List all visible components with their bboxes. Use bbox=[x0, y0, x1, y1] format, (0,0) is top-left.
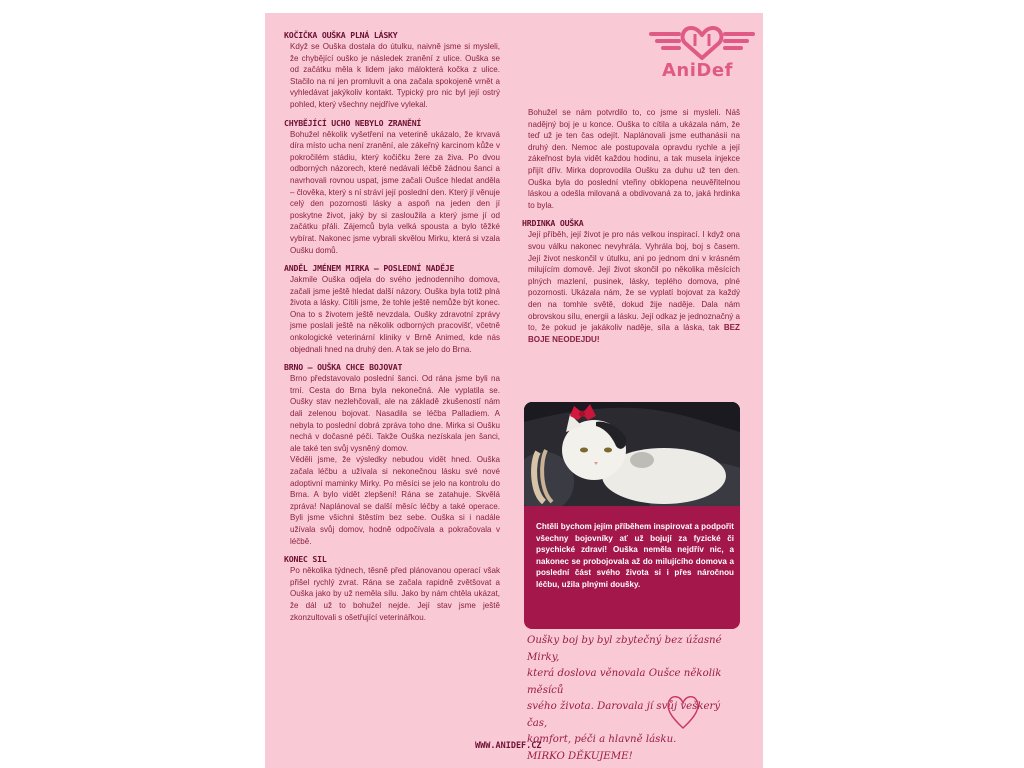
quote-box: Chtěli bychom jejím příběhem inspirovat a podpořit všechny bojovníky ať už bojují za fyzické či psychické zdraví! Ouška neměla nejdřív nic, a nakonec se probojovala až do milujícího domova a poslední část svého života si i přes náročnou léčbu, užila plnými doušky. bbox=[524, 506, 740, 629]
thanks-line: Oušky boj by byl zbytečný bez úžasné Mirky, bbox=[527, 635, 722, 663]
section-heading: CHYBĚJÍCÍ UCHO NEBYLO ZRANĚNÍ bbox=[284, 117, 422, 128]
section-text: Věděli jsme, že výsledky nebudou vidět hned. Ouška začala léčbu a užívala si nekonečnou lásku své nové adoptivní maminky Mirky. Po měsíci se jelo na kontrolu do Brna. A bylo vidět zlepšení! Rána se zatahuje. Skvělá zpráva! Naplánoval se další měsíc léčby a také operace. Byli jsme všichni štěstím bez sebe. Ouška si i nadále užívala svůj domov, hodně odpočívala a pokračovala v léčbě. bbox=[290, 455, 500, 546]
section-heading: HRDINKA OUŠKA bbox=[522, 218, 584, 229]
right-column bbox=[522, 107, 740, 345]
section-text: Po několika týdnech, těsně před plánovanou operací však přišel rychlý zvrat. Rána se začala rapidně zvětšovat a Ouška jako by už neměla sílu. Jako by nám chtěla ukázat, že dál už to bohužel nejde. Její stav jsme ještě zkonzultovali s ošetřující veterinářkou. bbox=[290, 566, 500, 622]
article-page bbox=[265, 13, 763, 768]
section-text: Bohužel se nám potvrdilo to, co jsme si mysleli. Náš nadějný boj je u konce. Ouška to cítila a ukázala nám, že teď už je ten čas odejít. Naplánovali jsme euthanásii na druhý den. Nemoc ale postupovala opravdu rychle a její zákeřnost byla vidět každou hodinu, a tak musela injekce přijít dřív. Mirka doprovodila Oušku za duhu už ten den. Ouška byla do poslední vteřiny obklopena neuvěřitelnou láskou a odešla milovaná a obdivovaná za to, jaká hrdinka to byla. bbox=[528, 108, 740, 210]
section-heading: BRNO – OUŠKA CHCE BOJOVAT bbox=[284, 362, 403, 373]
thanks-line: která doslova věnovala Oušce několik měsíců bbox=[527, 668, 722, 696]
section-text: Když se Ouška dostala do útulku, naivně jsme si mysleli, že chybějící ouško je následek zranění z ulice. Ouška se od začátku měla k lidem jako málokterá kočka z ulice. Stačilo na ni jen promluvit a ona začala spokojeně vrnět a vyhledávat jakýkoliv kontakt. Typický pro nic byl její ostrý pohled, který všechny nejdříve vylekal. bbox=[290, 42, 500, 109]
heart-doodle-icon bbox=[664, 692, 702, 732]
thanks-line: MIRKO DĚKUJEME! bbox=[527, 750, 633, 762]
left-column bbox=[284, 30, 500, 623]
section-text: Jakmile Ouška odjela do svého jednodenního domova, začali jsme ještě hledat další názory. Ouška byla totiž plná života a lásky. Cítili jsme, že tohle ještě nemůže být konec. Ona to s životem ještě nevzdala. Oušky zdravotní zprávy jsme poslali ještě na několik odborných pracovišť, včetně onkologické veterinární kliniky v Brně Animed, kde nás objednali hned na druhý den. A tak se jelo do Brna. bbox=[290, 275, 500, 354]
cat-photo bbox=[524, 402, 740, 506]
section-text: Bohužel několik vyšetření na veterině ukázalo, že krvavá díra místo ucha není zranění, ale zákeřný karcinom kůže v pokročilém stádiu, který kočičku žere za živa. Po dvou odborných názorech, které nedávali léčbě žádnou šanci a navrhovali rovnou uspat, jsme začali Oušce hledat anděla – člověka, který s ní stráví její poslední den. Který jí věnuje celý den pozornosti lásky a aspoň na jeden den jí poskytne život, jaký by si zasloužila a který jsme jí od začátku přáli. Zájemců byla velká spousta a bylo těžké vybírat. Nakonec jsme vybrali skvělou Mirku, která si vzala Oušku domů. bbox=[290, 129, 500, 255]
section-heading: KONEC SIL bbox=[284, 554, 327, 565]
brand-name: AniDef bbox=[662, 60, 733, 81]
bold-slogan: BEZ BOJE NEODEJDU! bbox=[528, 323, 740, 344]
section-text: Její příběh, její život je pro nás velkou inspirací. I když ona svou válku nakonec nevyhrála. Vyhrála boj, boj s časem. Její život neskončil v útulku, ani po jednom dni v krásném milujícím domově. Její život skončil po několika měsících plných mazlení, pusinek, lásky, teplého domova, plné pozornosti. Ukázala nám, že se vyplatí bojovat za každý den na tomhle světě, dokud žije naděje. Dala nám obrovskou sílu, energii a lásku. Její odkaz je jednoznačný a to, že pokud je jakákoliv naděje, síla a láska, tak BEZ BOJE NEODEJDU! bbox=[528, 230, 740, 344]
thanks-line: komfort, péči a hlavně lásku. bbox=[527, 734, 677, 745]
section-heading: ANDĚL JMÉNEM MIRKA – POSLEDNÍ NADĚJE bbox=[284, 263, 455, 274]
website-link[interactable]: WWW.ANIDEF.CZ bbox=[475, 741, 542, 751]
section-heading: KOČIČKA OUŠKA PLNÁ LÁSKY bbox=[284, 30, 398, 40]
thanks-note bbox=[527, 633, 742, 765]
thanks-line: svého života. Darovala jí svůj veškerý čas, bbox=[527, 701, 721, 729]
section-text: Brno představovalo poslední šanci. Od rána jsme byli na trní. Cesta do Brna byla nekonečná. Ale vyplatila se. Oušky stav nezlehčovali, ale na základě zkušeností nám dali zelenou bojovat. Nasadila se léčba Palladiem. A nebyla to poslední dobrá zpráva toho dne. Mirka si Oušku nechá v dočasné péči. Takže Ouška nezískala jen šanci, ale také ten svůj vysněný domov. bbox=[290, 374, 500, 453]
anidef-logo-icon bbox=[647, 22, 757, 92]
